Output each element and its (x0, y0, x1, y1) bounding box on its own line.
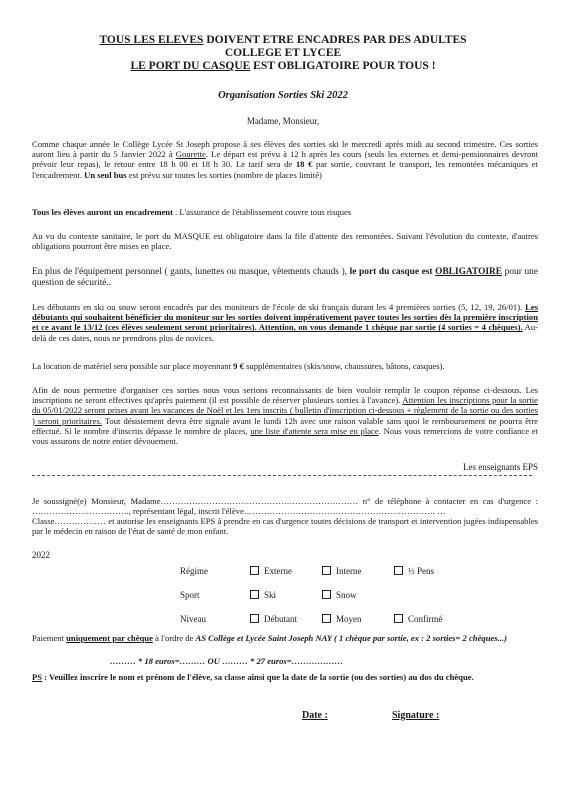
payment-text-a: Paiement (32, 633, 67, 643)
checkbox-icon (250, 614, 259, 623)
signoff: Les enseignants EPS (463, 462, 538, 472)
mask-paragraph: Au vu du contexte sanitaire, le port du MASQUE est obligatoire dans la file d'attente des remontées. Suivant l'évolution du contexte, d'autres obligations pourront être mises en place. (32, 231, 538, 252)
form-class-line[interactable]: Classe……………… et autorise les enseignants EPS à prendre en cas d'urgence toutes décisions de transport et intervention jugées indispensables par le médecin en raison de l'état de santé de mon enfant. (32, 516, 538, 537)
beginners-bold: Les débutants qui souhaitent bénéficier du moniteur sur les sorties doivent impérativement payer toutes les sorties dès la première inscription et ce avant le 13/12 (ces élèves seulement seront prioritaires). Attention, on vous demande 1 chèque par sortie (4 sorties = 4 chèques). (32, 302, 538, 333)
beginners-paragraph (32, 302, 538, 343)
intro-text-b: . Le départ est prévu à 12 h après les cours (seuls les externes et demi-pensionnaires devront prévoir leur repas), le retour entre 18 h 00 et 18 h 30. Le tarif sera de (32, 149, 539, 170)
niveau-moyen-label: Moyen (336, 614, 362, 624)
date-field[interactable]: Date : (302, 710, 328, 721)
header-all-students: TOUS LES ELEVES (99, 34, 204, 46)
payment-cheque-only: uniquement par chèque (66, 633, 153, 643)
supervision-paragraph (32, 207, 538, 217)
cut-line (32, 475, 532, 476)
niveau-moyen-checkbox[interactable] (322, 614, 362, 624)
header-line-3 (0, 60, 566, 73)
helmet-bold: le port du casque est (349, 267, 433, 277)
header-line-3-rest: EST OBLIGATOIRE POUR TOUS ! (250, 60, 436, 72)
registration-text-b: Tout désistement devra être signalé avant le lundi 12h avec une raison valable sans quoi le remboursement ne pourra être effectué. Si le nombre d'inscrits dépasse le nombre de places, (32, 415, 539, 436)
regime-interne-checkbox[interactable] (322, 566, 361, 576)
sport-snow-checkbox[interactable] (322, 590, 357, 600)
supervision-bold: Tous les élèves auront un encadrement (32, 207, 173, 217)
price-9: 9 € (233, 361, 244, 371)
waiting-list: une liste d'attente sera mise en place (250, 425, 379, 436)
sport-ski-label: Ski (264, 590, 277, 600)
supervision-rest: . L'assurance de l'établissement couvre tous risques (172, 207, 352, 217)
sport-snow-label: Snow (336, 590, 357, 600)
regime-demi-pension-checkbox[interactable] (394, 566, 434, 576)
ps-text: : Veuillez inscrire le nom et prénom de l'élève, sa classe ainsi que la date de la sortie (ou des sorties) au dos du chèque. (42, 672, 474, 682)
niveau-label: Niveau (180, 614, 206, 624)
intro-text-d: est prévu sur toutes les sorties (nombre de places limité) (126, 169, 322, 180)
payment-text-b: à l'ordre de (152, 633, 196, 643)
ps-label: PS (32, 672, 43, 682)
niveau-debutant-label: Débutant (264, 614, 297, 624)
form-year: 2022 (32, 550, 50, 560)
payment-instructions (32, 633, 538, 643)
checkbox-icon (394, 614, 403, 623)
header-line-1-rest: DOIVENT ETRE ENCADRES PAR DES ADULTES (203, 34, 467, 46)
niveau-confirme-label: Confirmé (408, 614, 443, 624)
intro-text-a: Comme chaque année le Collège Lycée St Joseph propose à ses élèves des sorties ski le mercredi après midi au second trimestre. Ces sorties auront lieu à partir du 5 Janvier 2022 à (32, 139, 538, 160)
registration-paragraph (32, 385, 538, 446)
regime-interne-label: Interne (336, 566, 362, 576)
form-guardian-line[interactable]: Je soussigné(e) Monsieur, Madame…………………………………………………………… n° de téléphone à contacter en cas d'urgence : ……………………………., représentant légal, inscrit l'élève…………………………………………………………. … (32, 496, 538, 517)
beginners-text-rest: Au-delà de ces dates, nous ne prendrons plus de novices. (32, 322, 538, 343)
payment-order: AS Collège et Lycée Saint Joseph NAY ( 1 chèque par sortie, ex : 2 sorties= 2 chèques...) (195, 633, 507, 643)
checkbox-icon (322, 590, 331, 599)
rental-text-rest: supplémentaires (skis/snow, chaussures, bâtons, casques). (243, 361, 445, 371)
checkbox-icon (322, 566, 331, 575)
sport-label: Sport (180, 590, 200, 600)
header-helmet: LE PORT DU CASQUE (130, 60, 251, 72)
location-gourette: Gourette (175, 149, 206, 160)
intro-text-c: par sortie, couvrant le transport, les remontées mécaniques et l'encadrement. (32, 159, 538, 180)
ps-note (32, 672, 538, 682)
salutation: Madame, Monsieur, (246, 116, 320, 126)
helmet-obligatoire: OBLIGATOIRE (435, 267, 503, 277)
rental-text-a: La location de matériel sera possible sur place moyennant (32, 361, 234, 371)
document-title: Organisation Sorties Ski 2022 (218, 90, 348, 101)
regime-demi-pension-label: ½ Pens (408, 566, 435, 576)
sport-ski-checkbox[interactable] (250, 590, 276, 600)
helmet-text-rest: pour une question de sécurité.. (32, 267, 539, 288)
header-line-2: COLLEGE ET LYCEE (224, 47, 342, 59)
checkbox-icon (250, 590, 259, 599)
helmet-text-a: En plus de l'équipement personnel ( gants, lunettes ou masque, vêtements chauds ), (32, 267, 350, 277)
helmet-paragraph (32, 267, 538, 289)
regime-externe-checkbox[interactable] (250, 566, 292, 576)
registration-underlined: Attention les inscriptions pour la sortie du 05/01/2022 seront prises avant les vacances de Noël et les 1ers inscrits ( bulletin d'inscription ci-dessous + règlement de la sortie ou des sorties ) seront prioritaires. (32, 395, 538, 426)
regime-label: Régime (180, 566, 208, 576)
registration-text-a: Afin de nous permettre d'organiser ces sorties nous vous serions reconnaissants de bien vouloir remplir le coupon réponse ci-dessous. Les inscriptions ne seront effectives qu'après paiement (il est possible de réserver plusieurs sorties à l'avance). (32, 385, 538, 406)
checkbox-icon (250, 566, 259, 575)
checkbox-icon (394, 566, 403, 575)
intro-paragraph (32, 139, 538, 180)
regime-externe-label: Externe (264, 566, 292, 576)
beginners-text-a: Les débutants en ski ou snow seront encadrés par des moniteurs de l'école de ski français durant les 4 premières sorties (5, 12, 19, 26/01). (32, 302, 526, 312)
price-18: 18 € (295, 159, 313, 170)
single-bus: Un seul bus (84, 169, 127, 180)
niveau-debutant-checkbox[interactable] (250, 614, 297, 624)
checkbox-icon (322, 614, 331, 623)
signature-field[interactable]: Signature : (392, 710, 440, 721)
header-line-1 (0, 34, 566, 47)
registration-text-c: . Nous vous remercions de votre confiance et vous assurons de notre entier dévouement. (32, 425, 538, 447)
payment-amount-line[interactable]: ……… * 18 euros=……… OU ……… * 27 euros=……………… (110, 656, 344, 666)
rental-paragraph (32, 361, 538, 371)
niveau-confirme-checkbox[interactable] (394, 614, 443, 624)
